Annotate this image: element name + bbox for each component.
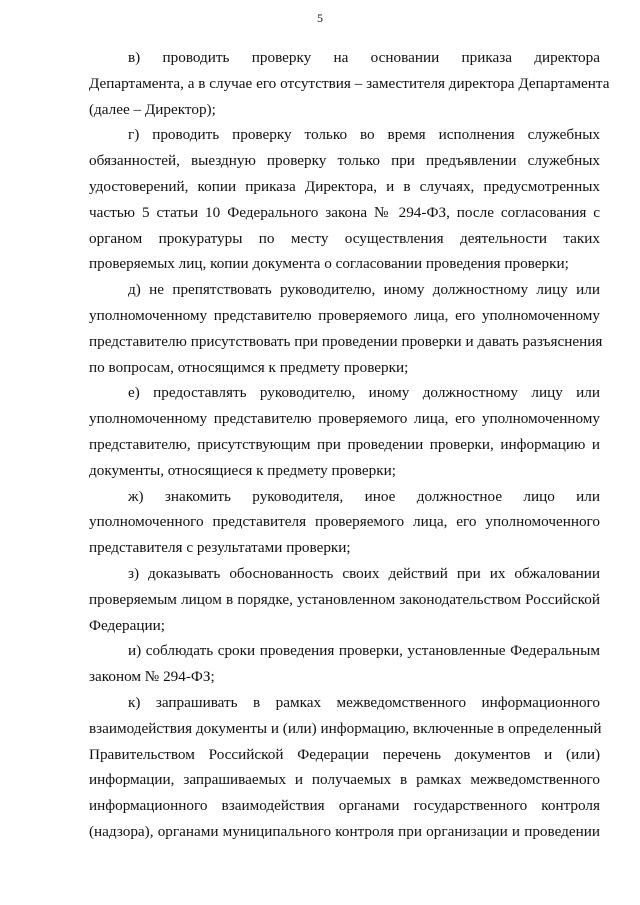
text-line: к) запрашивать в рамках межведомственного информационного <box>128 693 600 711</box>
text-line: представителю присутствовать при проведении проверки и давать разъяснения <box>89 332 603 350</box>
text-line: представителя с результатами проверки; <box>89 539 351 557</box>
text-line: (надзора), органами муниципального контроля при организации и проведении <box>89 822 600 840</box>
text-line: уполномоченному представителю проверяемого лица, его уполномоченному <box>89 306 600 324</box>
text-line: проверяемых лиц, копии документа о согласовании проведения проверки; <box>89 255 569 273</box>
text-line: документы, относящиеся к предмету проверки; <box>89 461 396 479</box>
text-line: з) доказывать обоснованность своих действий при их обжаловании <box>128 564 600 582</box>
text-line: Департамента, а в случае его отсутствия – заместителя директора Департамента <box>89 74 610 92</box>
text-line: уполномоченному представителю проверяемого лица, его уполномоченному <box>89 410 600 428</box>
document-body <box>89 45 610 845</box>
text-line: представителю, присутствующим при проведении проверки, информацию и <box>89 435 600 453</box>
text-line: обязанностей, выездную проверку только при предъявлении служебных <box>89 152 600 170</box>
text-line: информационного взаимодействия органами государственного контроля <box>89 797 600 815</box>
text-line: д) не препятствовать руководителю, иному должностному лицу или <box>128 281 600 299</box>
text-line: органом прокуратуры по месту осуществления деятельности таких <box>89 229 600 247</box>
text-line: информации, запрашиваемых и получаемых в рамках межведомственного <box>89 771 600 789</box>
text-line: законом № 294-ФЗ; <box>89 668 215 686</box>
text-line: (далее – Директор); <box>89 100 216 118</box>
text-line: по вопросам, относящимся к предмету проверки; <box>89 358 409 376</box>
text-line: Федерации; <box>89 616 165 634</box>
text-line: Правительством Российской Федерации перечень документов и (или) <box>89 745 600 763</box>
text-line: удостоверений, копии приказа Директора, и в случаях, предусмотренных <box>89 177 600 195</box>
paragraph-i <box>89 638 600 690</box>
text-line: частью 5 статьи 10 Федерального закона № 294-ФЗ, после согласования с <box>89 203 600 221</box>
page-number: 5 <box>317 11 323 25</box>
text-line: г) проводить проверку только во время исполнения служебных <box>128 126 600 144</box>
paragraph-z <box>89 561 600 638</box>
paragraph-d <box>89 277 603 380</box>
paragraph-v <box>89 45 610 122</box>
paragraph-g <box>89 122 600 277</box>
text-line: е) предоставлять руководителю, иному должностному лицу или <box>128 384 600 402</box>
paragraph-k <box>89 690 600 845</box>
text-line: уполномоченного представителя проверяемого лица, его уполномоченного <box>89 513 600 531</box>
text-line: и) соблюдать сроки проведения проверки, установленные Федеральным <box>128 642 600 660</box>
text-line: взаимодействия документы и (или) информацию, включенные в определенный <box>89 719 602 737</box>
text-line: ж) знакомить руководителя, иное должностное лицо или <box>128 487 600 505</box>
paragraph-e <box>89 380 600 483</box>
text-line: проверяемым лицом в порядке, установленном законодательством Российской <box>89 590 600 608</box>
paragraph-zh <box>89 484 600 561</box>
text-line: в) проводить проверку на основании приказа директора <box>128 49 600 66</box>
